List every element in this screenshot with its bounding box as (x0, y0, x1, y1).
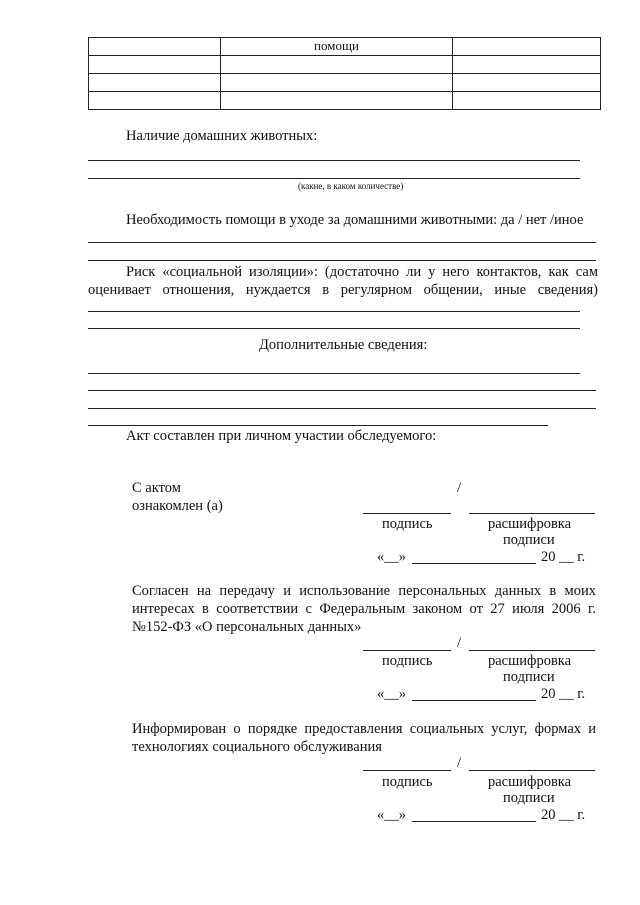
act-label: Акт составлен при личном участии обследуемого: (126, 428, 437, 444)
additional-line[interactable] (88, 408, 596, 409)
informed-line2: технологиях социального обслуживания (132, 739, 382, 755)
table-row (89, 38, 601, 56)
date-open: «__» (377, 686, 406, 702)
signature-slash: / (457, 635, 462, 651)
acquainted-line1: С актом (132, 480, 181, 496)
signature-line[interactable] (363, 770, 451, 771)
isolation-line[interactable] (88, 328, 580, 329)
consent-line2: интересах в соответствии с Федеральным законом от 27 июля 2006 г. (132, 601, 596, 617)
consent-line3: №152-ФЗ «О персональных данных» (132, 619, 362, 635)
table-cell (453, 38, 601, 56)
date-open: «__» (377, 807, 406, 823)
signature-slash: / (457, 755, 462, 771)
decode-label-2: подписи (503, 669, 555, 685)
signature-decode-line[interactable] (469, 513, 595, 514)
decode-label-2: подписи (503, 790, 555, 806)
signature-decode-line[interactable] (469, 770, 595, 771)
pet-care-label: Необходимость помощи в уходе за домашними животными: да / нет /иное (126, 212, 584, 228)
date-line[interactable] (412, 700, 536, 701)
date-year: 20 __ г. (541, 807, 586, 823)
additional-line[interactable] (88, 425, 548, 426)
signature-line[interactable] (363, 513, 451, 514)
table-row (89, 56, 601, 74)
date-open: «__» (377, 549, 406, 565)
informed-line1: Информирован о порядке предоставления социальных услуг, формах и (132, 721, 596, 737)
isolation-line2: оценивает отношения, нуждается в регулярном общении, иные сведения) (88, 282, 598, 298)
additional-line[interactable] (88, 390, 596, 391)
pet-care-line[interactable] (88, 260, 596, 261)
decode-label-2: подписи (503, 532, 555, 548)
consent-line1: Согласен на передачу и использование персональных данных в моих (132, 583, 596, 599)
signature-line[interactable] (363, 650, 451, 651)
pet-care-line[interactable] (88, 242, 596, 243)
signature-label: подпись (382, 653, 433, 669)
pets-line[interactable] (88, 160, 580, 161)
isolation-line1: Риск «социальной изоляции»: (достаточно ли у него контактов, как сам (126, 264, 598, 280)
signature-slash: / (457, 480, 462, 496)
decode-label: расшифровка (488, 516, 572, 532)
pets-label: Наличие домашних животных: (126, 128, 318, 144)
isolation-line[interactable] (88, 311, 580, 312)
date-line[interactable] (412, 821, 536, 822)
acquainted-line2: ознакомлен (а) (132, 498, 223, 514)
signature-decode-line[interactable] (469, 650, 595, 651)
table-cell-help: помощи (221, 38, 453, 56)
pets-hint: (какие, в каком количестве) (298, 181, 404, 191)
date-year: 20 __ г. (541, 686, 586, 702)
pets-line[interactable] (88, 178, 580, 179)
additional-label: Дополнительные сведения: (259, 337, 428, 353)
decode-label: расшифровка (488, 774, 572, 790)
services-table (88, 37, 601, 110)
decode-label: расшифровка (488, 653, 572, 669)
additional-line[interactable] (88, 373, 580, 374)
date-year: 20 __ г. (541, 549, 586, 565)
signature-label: подпись (382, 516, 433, 532)
signature-label: подпись (382, 774, 433, 790)
table-row (89, 74, 601, 92)
table-cell (89, 38, 221, 56)
date-line[interactable] (412, 563, 536, 564)
table-row (89, 92, 601, 110)
